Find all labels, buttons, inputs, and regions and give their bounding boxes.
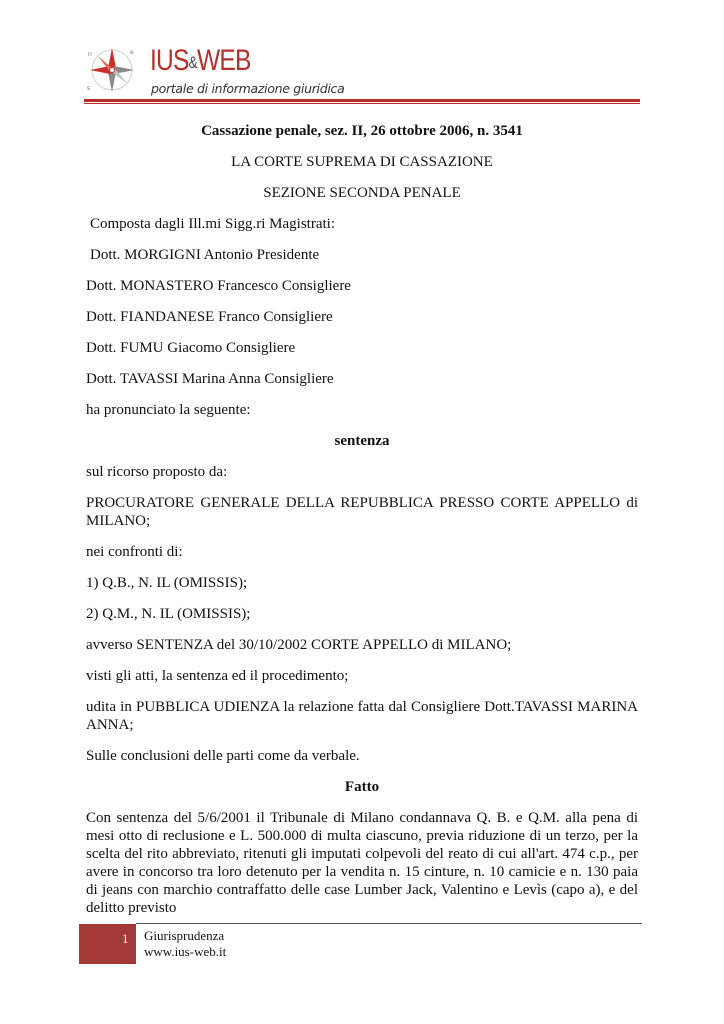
document-body — [86, 115, 638, 917]
compass-logo-icon — [84, 40, 144, 96]
header-divider-thin — [84, 103, 640, 104]
site-logo — [150, 46, 344, 96]
composition-intro: Composta dagli Ill.mi Sigg.ri Magistrati: — [90, 216, 335, 232]
header-divider — [84, 99, 640, 102]
document-title: Cassazione penale, sez. II, 26 ottobre 2006, n. 3541 — [201, 123, 523, 139]
brand-web: WEB — [197, 44, 251, 77]
ruling-line: avverso SENTENZA del 30/10/2002 CORTE APPELLO di MILANO; — [86, 637, 512, 653]
brand-ampersand: & — [188, 53, 198, 72]
judge-line: Dott. TAVASSI Marina Anna Consigliere — [86, 371, 334, 387]
appeal-by-line: sul ricorso proposto da: — [86, 464, 228, 480]
judge-line: Dott. MORGIGNI Antonio Presidente — [90, 247, 320, 263]
party-line: 1) Q.B., N. IL (OMISSIS); — [86, 575, 248, 591]
svg-text:n: n — [88, 51, 92, 58]
pronounced-line: ha pronunciato la seguente: — [86, 402, 251, 418]
fatto-paragraph: Con sentenza del 5/6/2001 il Tribunale di Milano condannava Q. B. e Q.M. alla pena di mesi otto di reclusione e L. 500.000 di multa ciascuno, previa riduzione di un terzo, per la scelta del rito abbreviato, ritenuti gli imputati colpevoli del reato di cui all'art. 474 c.p., per avere in concorso tra loro detenuto per la vendita n. 15 cinture, n. 10 camicie e n. 130 paia di jeans con marchio contraffatto delle case Lumber Jack, Valentino e Levìs (capo a), e del delitto previsto — [86, 810, 638, 916]
svg-text:e: e — [130, 49, 134, 56]
brand-tagline: portale di informazione giuridica — [151, 81, 345, 96]
judge-line: Dott. FUMU Giacomo Consigliere — [86, 340, 296, 356]
judge-line: Dott. MONASTERO Francesco Consigliere — [86, 278, 351, 294]
site-header — [84, 40, 640, 104]
heading-sentenza: sentenza — [334, 433, 390, 449]
footer-category: Giurisprudenza — [144, 928, 225, 943]
heading-fatto: Fatto — [344, 779, 380, 795]
page-number: 1 — [122, 931, 129, 946]
brand-name — [150, 46, 309, 80]
footer-info — [144, 928, 226, 960]
court-name: LA CORTE SUPREMA DI CASSAZIONE — [231, 154, 493, 170]
svg-text:s: s — [87, 85, 91, 92]
hearing-line: udita in PUBBLICA UDIENZA la relazione fatta dal Consigliere Dott.TAVASSI MARINA ANNA; — [86, 699, 638, 733]
footer-website: www.ius-web.it — [144, 944, 227, 959]
conclusions-line: Sulle conclusioni delle parti come da verbale. — [86, 748, 360, 764]
judge-line: Dott. FIANDANESE Franco Consigliere — [86, 309, 333, 325]
seen-line: visti gli atti, la sentenza ed il procedimento; — [86, 668, 349, 684]
footer-divider — [136, 923, 642, 924]
party-line: 2) Q.M., N. IL (OMISSIS); — [86, 606, 251, 622]
brand-ius: IUS — [150, 44, 189, 77]
against-line: nei confronti di: — [86, 544, 183, 560]
appellant-line: PROCURATORE GENERALE DELLA REPUBBLICA PRESSO CORTE APPELLO di MILANO; — [86, 495, 638, 529]
court-section: SEZIONE SECONDA PENALE — [263, 185, 461, 201]
